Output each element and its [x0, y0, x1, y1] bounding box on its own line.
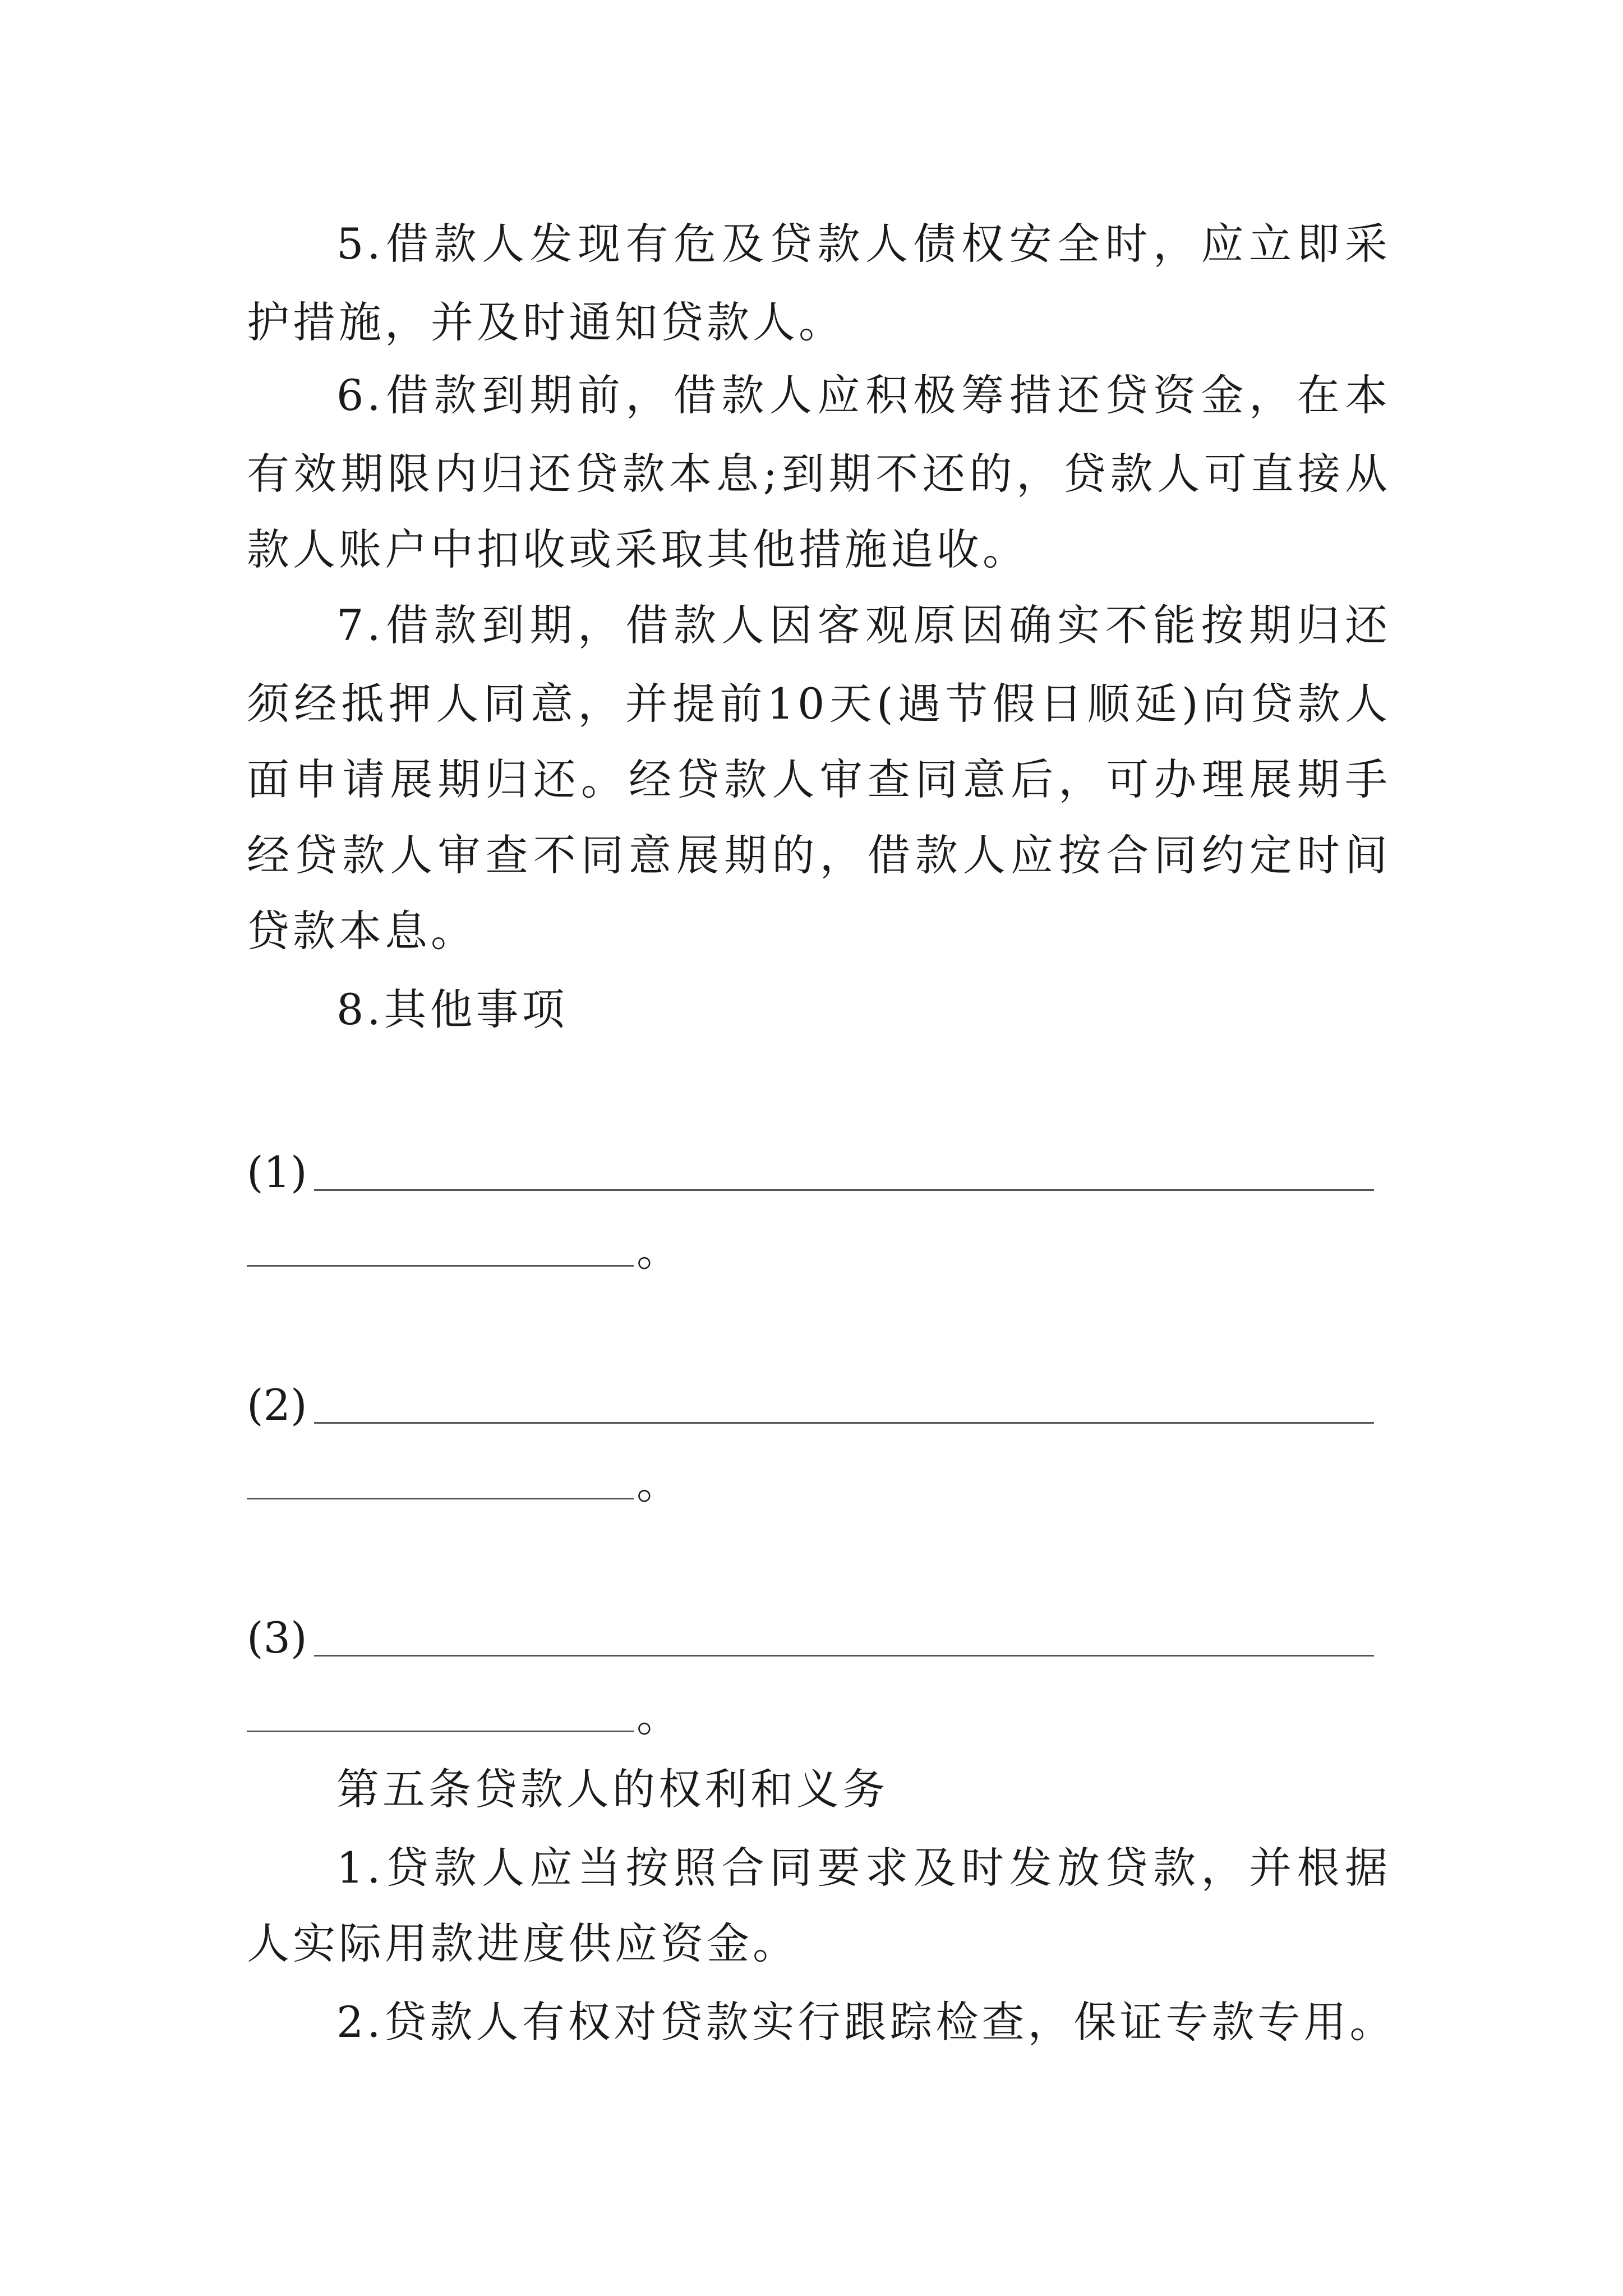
paragraph-line: 6.借款到期前，借款人应积极筹措还贷资金，在本	[336, 370, 1391, 420]
blank-end: 。	[637, 1458, 679, 1508]
section-heading: 第五条贷款人的权利和义务	[336, 1764, 888, 1814]
fill-in-line[interactable]	[314, 1422, 1374, 1424]
paragraph-line: 5.借款人发现有危及贷款人债权安全时，应立即采	[336, 219, 1391, 269]
paragraph-line: 人实际用款进度供应资金。	[247, 1918, 799, 1968]
blank-item-1	[247, 1144, 307, 1200]
blank-item-3	[247, 1610, 307, 1666]
paragraph-line: 款人账户中扣收或采取其他措施追收。	[247, 524, 1029, 574]
fill-in-line[interactable]	[314, 1189, 1374, 1191]
paragraph-line: 8.其他事项	[336, 984, 568, 1034]
blank-label: (2)	[247, 1380, 307, 1430]
blank-end: 。	[637, 1691, 679, 1741]
paragraph-line: 2.贷款人有权对贷款实行跟踪检查，保证专款专用。	[336, 1997, 1396, 2047]
paragraph-line: 须经抵押人同意，并提前10天(遇节假日顺延)向贷款人	[247, 679, 1391, 729]
paragraph-line: 7.借款到期，借款人因客观原因确实不能按期归还	[336, 600, 1391, 650]
fill-in-line[interactable]	[247, 1731, 634, 1732]
blank-end: 。	[637, 1226, 679, 1276]
fill-in-line[interactable]	[314, 1655, 1374, 1657]
paragraph-line: 经贷款人审查不同意展期的，借款人应按合同约定时间	[247, 830, 1391, 880]
blank-label: (3)	[247, 1613, 307, 1663]
paragraph-line: 面申请展期归还。经贷款人审查同意后，可办理展期手	[247, 754, 1391, 804]
blank-item-2	[247, 1377, 307, 1433]
paragraph-line: 贷款本息。	[247, 906, 477, 956]
paragraph-line: 护措施，并及时通知贷款人。	[247, 297, 845, 347]
paragraph-line: 1.贷款人应当按照合同要求及时发放贷款，并根据	[336, 1843, 1391, 1893]
blank-label: (1)	[247, 1147, 307, 1197]
fill-in-line[interactable]	[247, 1498, 634, 1499]
fill-in-line[interactable]	[247, 1265, 634, 1267]
paragraph-line: 有效期限内归还贷款本息;到期不还的，贷款人可直接从	[247, 449, 1391, 499]
